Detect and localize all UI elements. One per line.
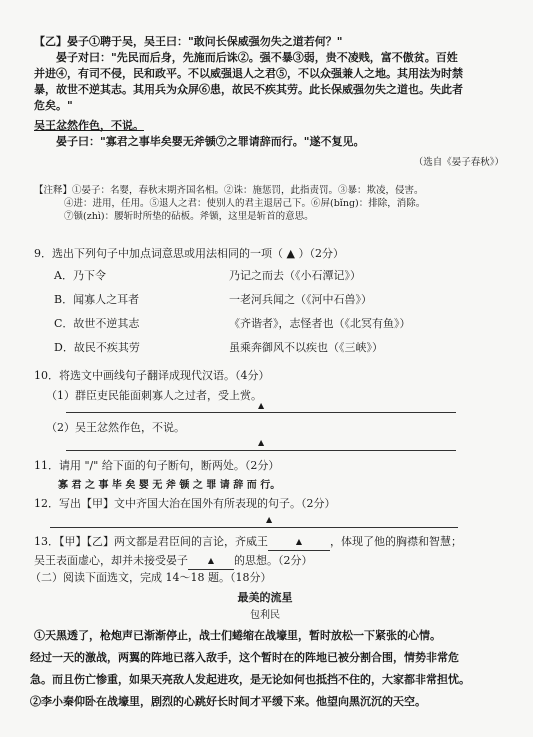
question-stem: 9．选出下列句子中加点词意思或用法相同的一项（ ▲ ）（2分） bbox=[34, 247, 344, 260]
sub-question-1: （1）群臣吏民能面刺寡人之过者，受上赏。 bbox=[46, 389, 262, 402]
answer-marker: ▲ bbox=[266, 515, 273, 524]
note-line: 【注释】①晏子：名婴，春秋末期齐国名相。②诛：施惩罚，此指责罚。③暴：欺凌，侵害。 bbox=[34, 185, 424, 196]
answer-line bbox=[66, 412, 456, 413]
question-13 bbox=[34, 534, 504, 570]
q13-text: 吴王表面虚心，却并未接受晏子 bbox=[34, 554, 188, 567]
passage-line: 并进④，有司不侵，民和政平。不以威强退人之君⑤，不以众强兼人之地。其用法为时禁 bbox=[34, 67, 463, 80]
article-title: 最美的流星 bbox=[237, 591, 293, 604]
option-a bbox=[34, 268, 504, 284]
q13-line-1 bbox=[34, 534, 504, 551]
question-stem: 10．将选文中画线句子翻译成现代汉语。（4分） bbox=[34, 369, 270, 382]
passage-line: 晏子曰："寡君之事毕矣婴无斧锧⑦之罪请辞而行。"遂不复见。 bbox=[56, 135, 365, 148]
option-d bbox=[34, 340, 504, 356]
passage-line: 危矣。" bbox=[34, 99, 73, 112]
question-11 bbox=[34, 458, 504, 494]
note-line: ⑦锧(zhì)：腰斩时所垫的砧板。斧锧，这里是斩首的意思。 bbox=[64, 211, 314, 222]
answer-line bbox=[66, 450, 456, 451]
note-line: ④进：进用，任用。⑤退人之君：使别人的君主退居己下。⑥屏(bǐng)：排除，消除。 bbox=[64, 198, 426, 209]
article-author: 包利民 bbox=[250, 610, 280, 621]
question-stem: 11．请用 "/" 给下面的句子断句，断两处。（2分） bbox=[34, 459, 280, 472]
q13-text: 的思想。（2分） bbox=[234, 554, 313, 567]
underlined-sentence: 吴王忿然作色，不说。 bbox=[34, 119, 144, 132]
paragraph-line: 急。而且伤亡惨重，如果天亮敌人发起进攻，是无论如何也抵挡不住的，大家都非常担忧。 bbox=[30, 673, 470, 686]
section-2 bbox=[30, 570, 500, 710]
passage-line: 【乙】晏子①聘于吴，吴王曰："敢问长保威强勿失之道若何？" bbox=[34, 35, 343, 48]
option-label: D．故民不疾其劳 bbox=[54, 341, 140, 354]
question-stem: 12．写出【甲】文中齐国大治在国外有所表现的句子。（2分） bbox=[34, 497, 336, 510]
sub-question-2: （2）吴王忿然作色，不说。 bbox=[46, 421, 185, 434]
answer-marker: ▲ bbox=[258, 438, 265, 447]
question-9 bbox=[34, 246, 504, 356]
blank-1 bbox=[268, 534, 330, 551]
section-heading: （二）阅读下面选文，完成 14～18 题。（18分） bbox=[30, 571, 272, 584]
paragraph-line: ①天黑透了，枪炮声已渐渐停止，战士们蜷缩在战壕里，暂时放松一下紧张的心情。 bbox=[34, 629, 441, 642]
option-compare: 乃记之而去（《小石潭记》） bbox=[229, 269, 361, 282]
passage-line: 暴，故世不逆其志。其用兵为众屏⑥患，故民不疾其劳。此长保威强勿失之道也。失此者 bbox=[34, 83, 463, 96]
option-compare: 一老河兵闻之（《河中石兽》） bbox=[229, 293, 372, 306]
question-10-part2 bbox=[34, 420, 504, 436]
q13-line-2 bbox=[34, 553, 504, 570]
passage-yi bbox=[34, 34, 504, 169]
answer-marker: ▲ bbox=[207, 556, 215, 565]
option-compare: 虽乘奔御风不以疾也（《三峡》） bbox=[229, 341, 383, 354]
option-label: C．故世不逆其志 bbox=[54, 317, 140, 330]
option-label: B．闻寡人之耳者 bbox=[54, 293, 140, 306]
option-label: A．乃下令 bbox=[54, 269, 106, 282]
answer-marker: ▲ bbox=[295, 537, 303, 546]
question-12 bbox=[34, 496, 504, 512]
question-10 bbox=[34, 368, 504, 404]
notes bbox=[34, 184, 504, 223]
passage-source: （选自《晏子春秋》） bbox=[413, 157, 504, 168]
paragraph-line: ②李小秦仰卧在战壕里，剧烈的心跳好长时间才平缓下来。他望向黑沉沉的天空。 bbox=[30, 695, 426, 708]
answer-marker: ▲ bbox=[258, 401, 265, 410]
paragraph-line: 经过一天的激战，两翼的阵地已落入敌手，这个暂时在的阵地已被分割合围，情势非常危 bbox=[30, 651, 459, 664]
option-compare: 《齐谐者》，志怪者也（《北冥有鱼》） bbox=[229, 317, 411, 330]
option-b bbox=[34, 292, 504, 308]
q13-text: ，体现了他的胸襟和智慧； bbox=[330, 535, 462, 548]
break-sentence: 寡 君 之 事 毕 矣 婴 无 斧 锧 之 罪 请 辞 而 行。 bbox=[58, 480, 281, 491]
blank-2 bbox=[188, 553, 234, 570]
answer-line bbox=[50, 527, 458, 528]
option-c bbox=[34, 316, 504, 332]
passage-line: 晏子对曰："先民而后身，先施而后诛②。强不暴③弱，贵不凌贱，富不傲贫。百姓 bbox=[56, 51, 458, 64]
q13-text: 13．【甲】【乙】两文都是君臣间的言论，齐威王 bbox=[34, 535, 268, 548]
